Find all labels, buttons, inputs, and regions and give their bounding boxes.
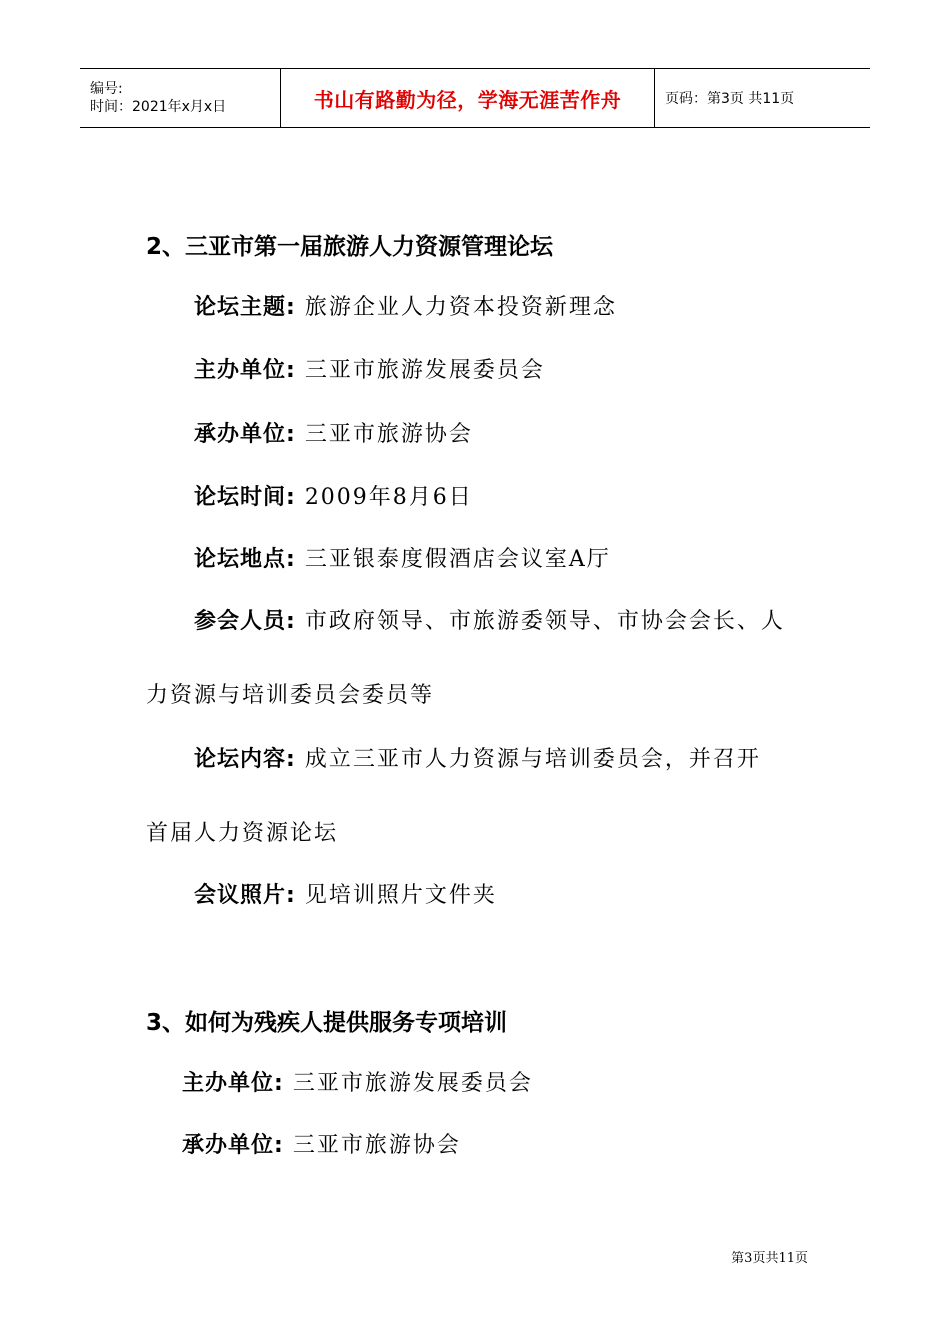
attendees-continuation: 力资源与培训委员会委员等 bbox=[146, 683, 435, 708]
field-label: 承办单位: bbox=[182, 1133, 284, 1158]
field-label: 参会人员: bbox=[194, 609, 296, 634]
field-label: 主办单位: bbox=[194, 358, 296, 383]
document-time: 时间：2021年x月x日 bbox=[90, 99, 227, 115]
field-value: 三亚市旅游发展委员会 bbox=[292, 1071, 533, 1096]
field-label: 论坛地点: bbox=[194, 547, 296, 572]
s3-co-organizer-row bbox=[182, 1128, 461, 1159]
meeting-photos-row bbox=[194, 878, 497, 909]
s3-organizer-row bbox=[182, 1066, 533, 1097]
field-value: 三亚市旅游发展委员会 bbox=[304, 358, 545, 383]
header-motto-cell bbox=[281, 69, 655, 127]
forum-time-row bbox=[194, 480, 473, 511]
organizer-row bbox=[194, 353, 545, 384]
header-page-info: 页码：第3页 共11页 bbox=[665, 91, 795, 107]
field-value: 见培训照片文件夹 bbox=[304, 883, 497, 908]
page-footer: 第3页共11页 bbox=[731, 1251, 808, 1266]
section-2-heading: 2、三亚市第一届旅游人力资源管理论坛 bbox=[146, 234, 554, 260]
section-3-heading: 3、如何为残疾人提供服务专项培训 bbox=[146, 1010, 508, 1036]
forum-content-row bbox=[194, 742, 761, 773]
header-page-cell bbox=[655, 69, 870, 127]
header-meta bbox=[80, 69, 281, 127]
field-value: 2009年8月6日 bbox=[304, 485, 473, 510]
header-motto: 书山有路勤为径，学海无涯苦作舟 bbox=[313, 87, 622, 112]
field-label: 承办单位: bbox=[194, 422, 296, 447]
field-label: 论坛主题: bbox=[194, 295, 296, 320]
co-organizer-row bbox=[194, 417, 473, 448]
field-label: 论坛时间: bbox=[194, 485, 296, 510]
field-value: 三亚银泰度假酒店会议室A厅 bbox=[304, 547, 611, 572]
document-number-label: 编号: bbox=[90, 81, 123, 97]
field-label: 会议照片: bbox=[194, 883, 296, 908]
forum-location-row bbox=[194, 542, 611, 573]
field-value: 市政府领导、市旅游委领导、市协会会长、人 bbox=[304, 609, 785, 634]
field-label: 主办单位: bbox=[182, 1071, 284, 1096]
field-value: 三亚市旅游协会 bbox=[304, 422, 473, 447]
page-header bbox=[80, 68, 870, 128]
field-value: 成立三亚市人力资源与培训委员会，并召开 bbox=[304, 747, 761, 772]
attendees-row bbox=[194, 604, 785, 635]
field-value: 旅游企业人力资本投资新理念 bbox=[304, 295, 617, 320]
forum-theme-row bbox=[194, 290, 617, 321]
forum-content-continuation: 首届人力资源论坛 bbox=[146, 821, 339, 846]
field-value: 三亚市旅游协会 bbox=[292, 1133, 461, 1158]
field-label: 论坛内容: bbox=[194, 747, 296, 772]
